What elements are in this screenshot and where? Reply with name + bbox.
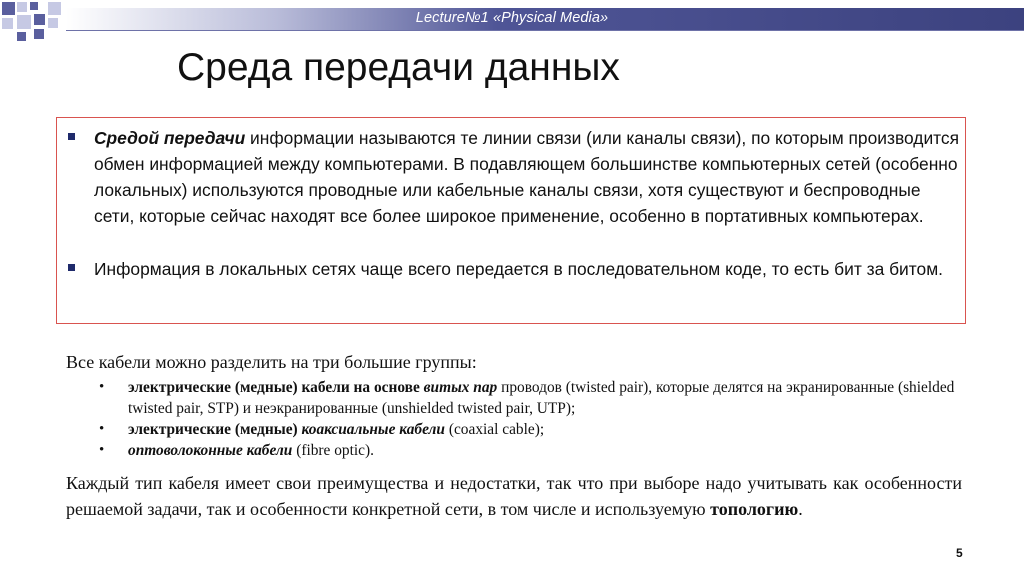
- cable-type-list: [99, 377, 969, 461]
- bullet-dot-icon: •: [99, 442, 105, 458]
- deco-square: [34, 29, 44, 39]
- conclusion-paragraph: Каждый тип кабеля имеет свои преимущества и недостатки, так что при выборе надо учитывать как особенности решаемой задачи, так и особенности конкретной сети, в том числе и используемую топологию.: [66, 473, 962, 519]
- cables-intro: Все кабели можно разделить на три большие группы:: [66, 352, 477, 372]
- topology-term: топологию: [710, 499, 799, 519]
- emphasized-term: Средой передачи: [94, 128, 246, 148]
- deco-square: [17, 32, 26, 41]
- cable-type-item: • оптоволоконные кабели (fibre optic).: [99, 442, 374, 459]
- header-divider: [66, 30, 1024, 31]
- page-number: 5: [956, 546, 963, 560]
- bullet-text-body: информации называются те линии связи (или каналы связи), по которым производится обмен информацией между компьютерами. В подавляющем большинстве компьютерных сетей (особенно локальных) используются проводные или кабельные каналы связи, хотя существуют и беспроводные сети, которые сейчас находят все более широкое применение, особенно в портативных компьютерах.: [94, 128, 960, 226]
- cable-type-item: • электрические (медные) коаксиальные кабели (coaxial cable);: [99, 421, 545, 438]
- box-bullet-text: Информация в локальных сетях чаще всего передается в последовательном коде, то есть бит за битом.: [94, 259, 943, 279]
- deco-square: [30, 2, 38, 10]
- square-bullet-icon: [68, 264, 75, 271]
- bullet-dot-icon: •: [99, 379, 105, 395]
- square-bullet-icon: [68, 133, 75, 140]
- box-bullet-text: [94, 125, 960, 229]
- bullet-dot-icon: •: [99, 421, 105, 437]
- lecture-title: Lecture№1 «Physical Media»: [415, 10, 609, 26]
- page-title: Среда передачи данных: [177, 46, 620, 89]
- cable-type-item: • электрические (медные) кабели на основе витых пар проводов (twisted pair), которые делятся на экранированные (shielded twisted pair, STP) и неэкранированные (unshielded twisted pair, UTP);: [99, 379, 955, 417]
